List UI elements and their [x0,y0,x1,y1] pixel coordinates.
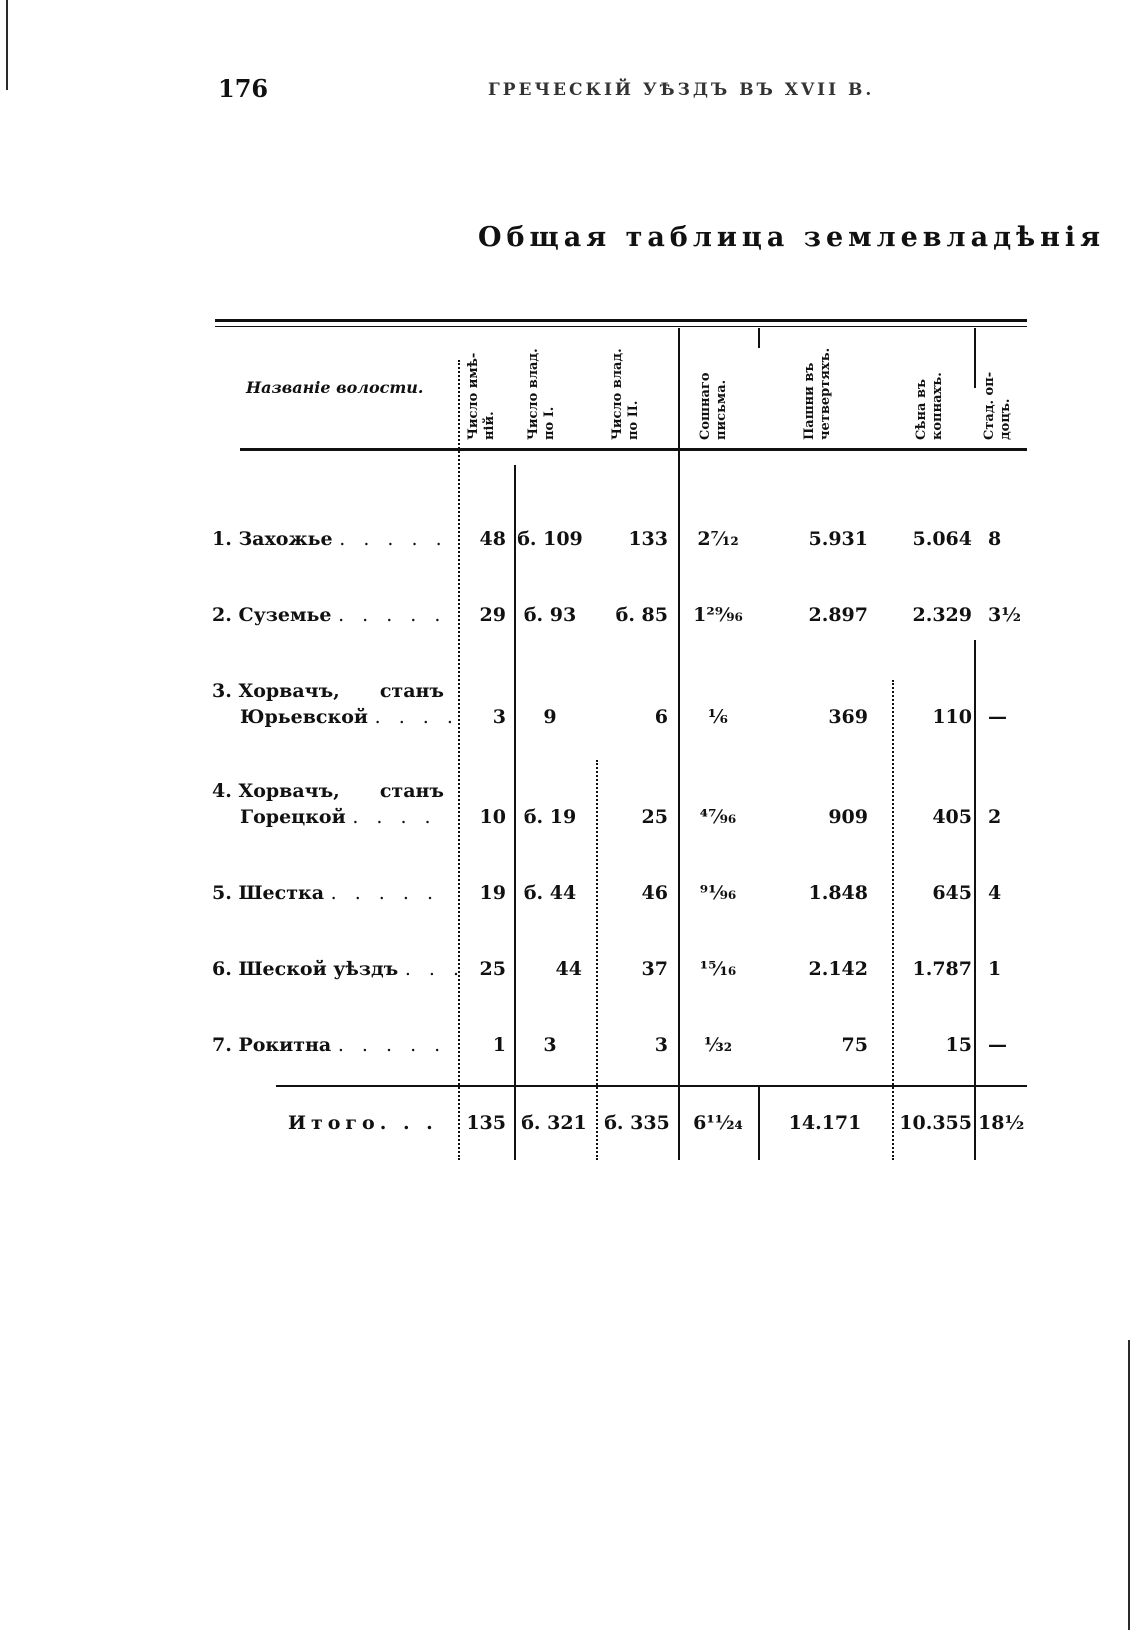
cell-plough-tax: ⁴⁷⁄₉₆ [699,806,737,828]
cell-estates: 29 [479,604,506,626]
row-name: 7. Рокитна . . . . . [212,1034,447,1056]
running-head: ГРЕЧЕСКІЙ УѢЗДЪ ВЪ XVII В. [488,80,875,100]
cell-herds: — [988,706,1007,728]
cell-owners-2: 133 [628,528,668,550]
page-number: 176 [218,74,269,103]
cell-arable: 75 [841,1034,868,1056]
cell-hay: 405 [932,806,972,828]
cell-plough-tax: ⅙ [708,706,728,728]
cell-arable: 369 [828,706,868,728]
cell-hay: 645 [932,882,972,904]
cell-owners-2: 37 [641,958,668,980]
header-bottom-rule [240,448,1027,451]
cell-herds: 2 [988,806,1002,828]
cell-plough-tax: 1²⁹⁄₉₆ [693,604,743,626]
cell-owners-2: б. 85 [615,604,668,626]
table-title: Общая таблица землевладѣнія [478,222,1106,253]
cell-herds: 3½ [988,604,1022,626]
cell-estates: 19 [479,882,506,904]
right-margin-line [1128,1340,1130,1630]
cell-plough-tax: ¹⁄₃₂ [703,1034,733,1056]
row-name-continued: Юрьевской . . . . [240,706,459,728]
left-margin-line [6,0,8,90]
total-top-rule [276,1085,1027,1087]
cell-estates: 1 [492,1034,506,1056]
total-estates: 135 [466,1112,506,1134]
cell-arable: 2.897 [808,604,868,626]
col-sep-5 [758,328,760,348]
cell-owners-1: 3 [543,1034,557,1056]
col-sep-7b [974,640,976,1160]
row-name: 4. Хорвачъ, станъ [212,780,444,802]
cell-estates: 25 [479,958,506,980]
row-name: 5. Шестка . . . . . [212,882,439,904]
cell-arable: 1.848 [808,882,868,904]
cell-estates: 3 [492,706,506,728]
cell-arable: 5.931 [808,528,868,550]
total-herds: 18½ [978,1112,1025,1134]
cell-owners-1: б. 109 [517,528,583,550]
total-owners-2: б. 335 [604,1112,670,1134]
cell-hay: 1.787 [912,958,972,980]
row-name-continued: Горецкой . . . . [240,806,437,828]
cell-owners-1: 9 [543,706,557,728]
cell-owners-2: 25 [641,806,668,828]
cell-hay: 110 [932,706,972,728]
cell-herds: 1 [988,958,1002,980]
col-sep-6 [892,680,894,1160]
total-arable: 14.171 [788,1112,862,1134]
row-name: 6. Шеской уѣздъ . . . [212,958,466,980]
row-name: 3. Хорвачъ, станъ [212,680,444,702]
table-top-rule [215,319,1027,322]
cell-herds: 8 [988,528,1002,550]
cell-owners-2: 46 [641,882,668,904]
cell-plough-tax: ¹⁵⁄₁₆ [699,958,737,980]
cell-estates: 48 [479,528,506,550]
cell-owners-1: б. 93 [523,604,577,626]
total-plough-tax: 6¹¹⁄₂₄ [693,1112,743,1134]
cell-hay: 2.329 [912,604,972,626]
cell-owners-1: б. 19 [523,806,577,828]
cell-herds: 4 [988,882,1002,904]
cell-hay: 15 [945,1034,972,1056]
total-hay: 10.355 [899,1112,972,1134]
cell-owners-1: 44 [555,958,582,980]
cell-owners-2: 3 [654,1034,668,1056]
cell-hay: 5.064 [912,528,972,550]
cell-owners-2: 6 [654,706,668,728]
cell-arable: 2.142 [808,958,868,980]
table-top-rule-thin [215,326,1027,327]
cell-estates: 10 [479,806,506,828]
col-sep-7 [974,328,976,388]
cell-owners-1: б. 44 [523,882,577,904]
total-label: Итого. . . [288,1112,438,1134]
name-column-header: Названіе волости. [246,378,424,397]
row-name: 1. Захожье . . . . . [212,528,448,550]
cell-arable: 909 [828,806,868,828]
cell-plough-tax: ⁹¹⁄₉₆ [699,882,737,904]
cell-herds: — [988,1034,1007,1056]
total-owners-1: б. 321 [521,1112,587,1134]
cell-plough-tax: 2⁷⁄₁₂ [697,528,739,550]
row-name: 2. Суземье . . . . . [212,604,447,626]
